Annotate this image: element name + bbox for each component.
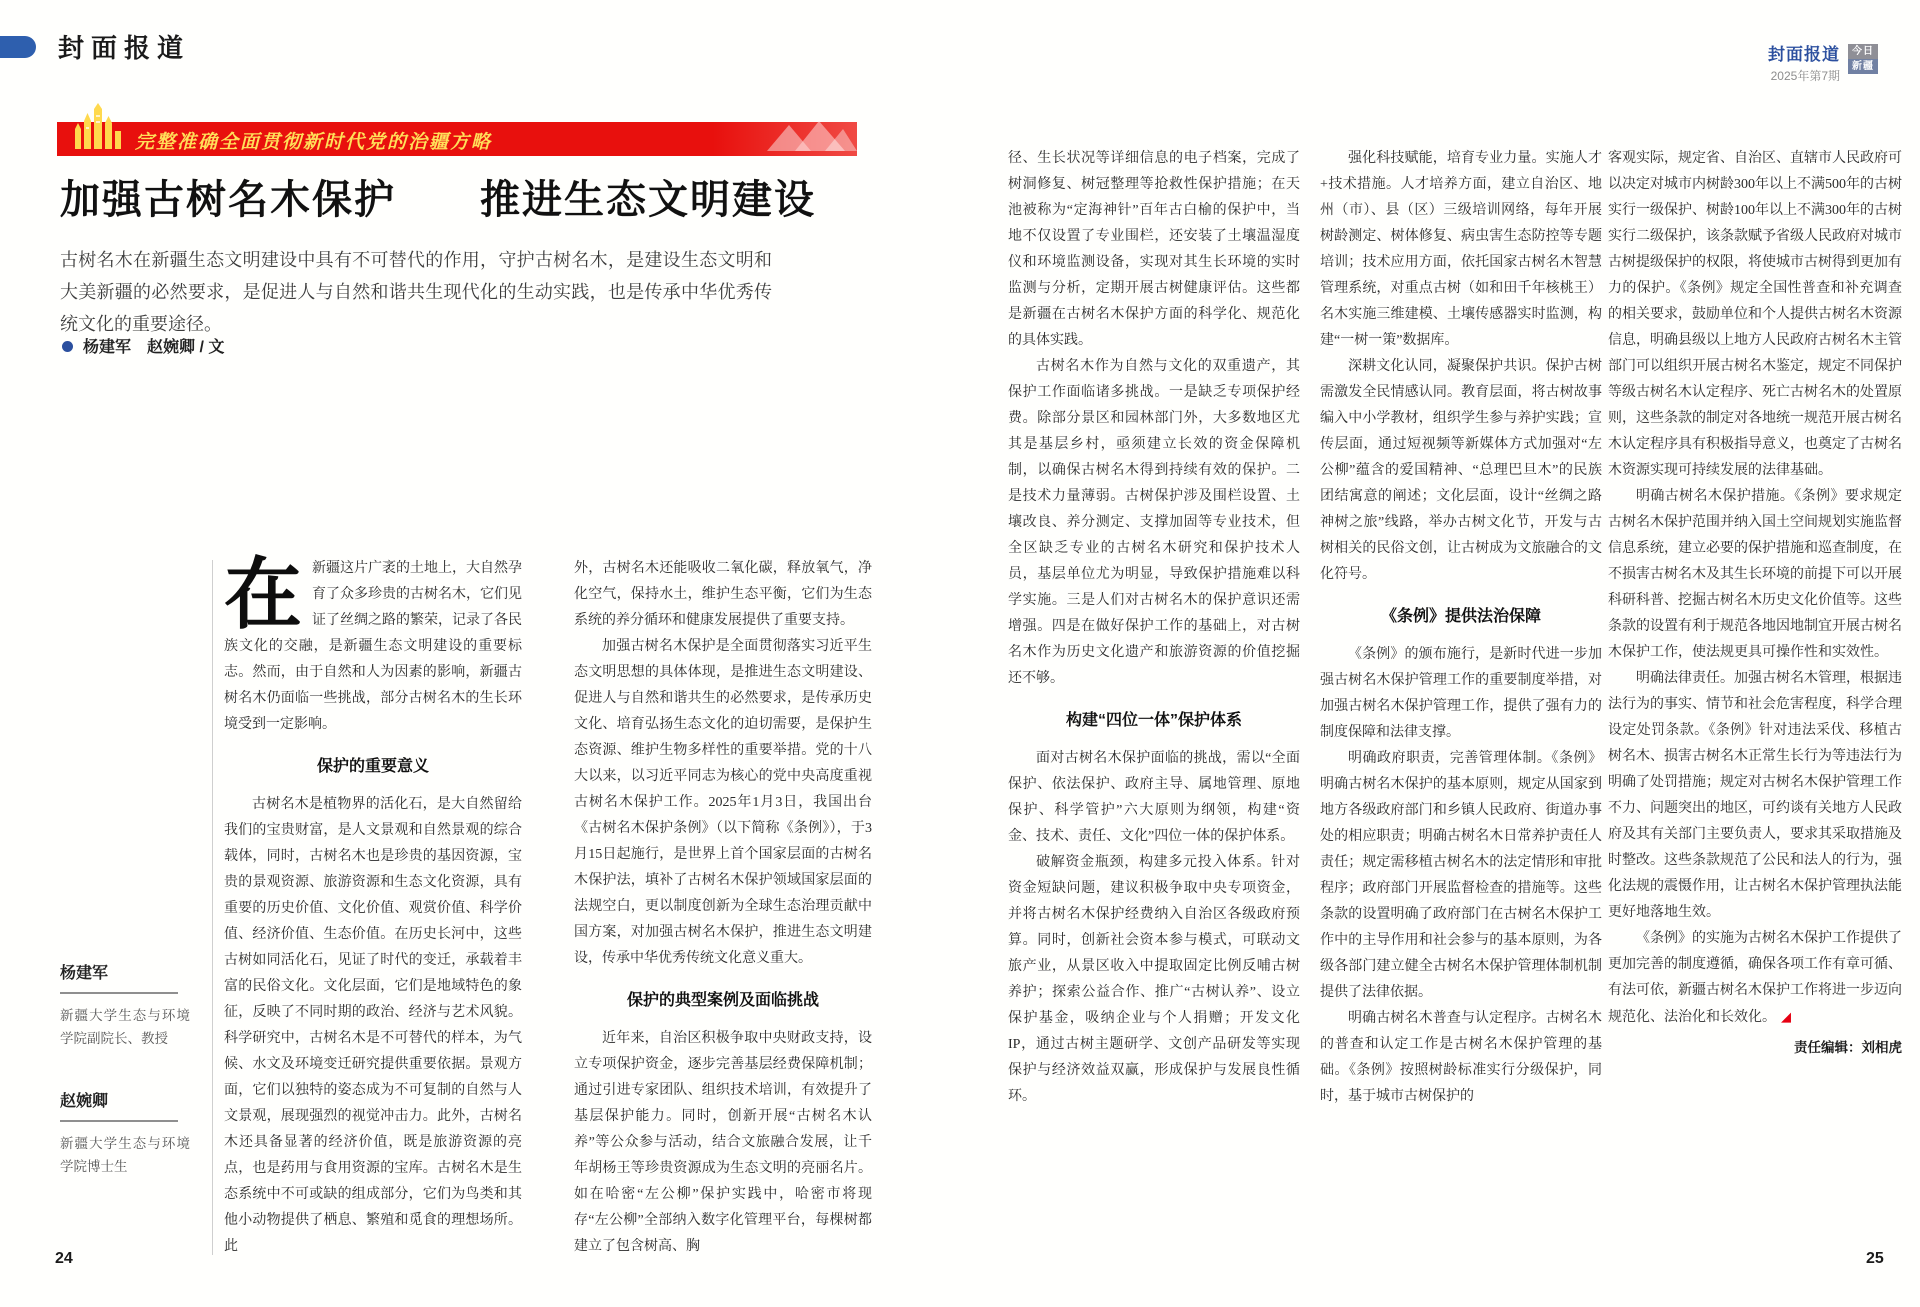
body-paragraph: 加强古树名木保护是全面贯彻落实习近平生态文明思想的具体体现，是推进生态文明建设、促进人与自然和谐共生的必然要求，是传承历史文化、培育弘扬生态文化的迫切需要，是保护生态资源、维护生物多样性的重要举措。党的十八大以来，以习近平同志为核心的党中央高度重视古树名木保护工作。2025年1月3日，我国出台《古树名木保护条例》（以下简称《条例》），于3月15日起施行，是世界上首个国家层面的古树名木保护法，填补了古树名木保护领域国家层面的法规空白，更以制度创新为全球生态治理贡献中国方案，对加强古树名木保护，推进生态文明建设，传承中华优秀传统文化意义重大。 [574, 639, 872, 966]
body-paragraph: 径、生长状况等详细信息的电子档案，完成了树洞修复、树冠整理等抢救性保护措施；在天池被称为“定海神针”百年古白榆的保护中，当地不仅设置了专业围栏，还安装了土壤温湿度仪和环境监测设备，实现对其生长环境的实时监测与分析，定期开展古树健康评估。这些都是新疆在古树名木保护方面的科学化、规范化的具体实践。 [1008, 151, 1300, 348]
logo-line-2: 新疆 [1848, 59, 1878, 74]
author-name: 赵婉卿 [60, 1093, 109, 1110]
body-paragraph: 深耕文化认同，凝聚保护共识。保护古树需激发全民情感认同。教育层面，将古树故事编入中小学教材，组织学生参与养护实践；宣传层面，通过短视频等新媒体方式加强对“左公柳”蕴含的爱国精神、“总理巴旦木”的民族团结寓意的阐述；文化层面，设计“丝绸之路神树之旅”线路，举办古树文化节，开发与古树相关的民俗文创，让古树成为文旅融合的文化符号。 [1320, 359, 1602, 582]
left-section-label: 封面报道 [58, 34, 191, 63]
slogan-banner [57, 122, 857, 156]
body-column-3 [1008, 146, 1300, 1110]
section-heading: 《条例》提供法治保障 [1380, 608, 1541, 625]
article-title: 加强古树名木保护 推进生态文明建设 [60, 178, 816, 222]
logo-line-1: 今日 [1848, 44, 1878, 59]
article-lede: 古树名木在新疆生态文明建设中具有不可替代的作用，守护古树名木，是建设生态文明和大美新疆的必然要求，是促进人与自然和谐共生现代化的生动实践，也是传承中华优秀传统文化的重要途径。 [60, 250, 772, 334]
body-paragraph: 明确古树名木普查与认定程序。古树名木的普查和认定工作是古树名木保护管理的基础。《条例》按照树龄标准实行分级保护，同时，基于城市古树保护的 [1320, 1011, 1602, 1104]
author-description: 新疆大学生态与环境学院副院长、教授 [60, 1008, 190, 1046]
page-number-left: 24 [55, 1250, 73, 1267]
body-column-1 [224, 551, 523, 1260]
page-number-right: 25 [1866, 1250, 1884, 1267]
bio-divider [60, 1120, 178, 1122]
body-paragraph: 近年来，自治区积极争取中央财政支持，设立专项保护资金，逐步完善基层经费保障机制；通过引进专家团队、组织技术培训，有效提升了基层保护能力。同时，创新开展“古树名木认养”等公众参与活动，结合文旅融合发展，让千年胡杨王等珍贵资源成为生态文明的亮丽名片。如在哈密“左公柳”保护实践中，哈密市将现存“左公柳”全部纳入数字化管理平台，每棵树都建立了包含树高、胸 [574, 1031, 872, 1254]
drop-cap: 在 [224, 551, 303, 638]
body-paragraph: 强化科技赋能，培育专业力量。实施人才+技术措施。人才培养方面，建立自治区、地州（市）、县（区）三级培训网络，每年开展树龄测定、树体修复、病虫害生态防控等专题培训；技术应用方面，依托国家古树名木智慧管理系统，对重点古树（如和田千年核桃王）名木实施三维建模、土壤传感器实时监测，构建“一树一策”数据库。 [1320, 151, 1602, 348]
author-bio-1 [60, 960, 190, 1050]
body-paragraph: 古树名木是植物界的活化石，是大自然留给我们的宝贵财富，是人文景观和自然景观的综合载体，同时，古树名木也是珍贵的基因资源，宝贵的景观资源、旅游资源和生态文化资源，具有重要的历史价值、文化价值、观赏价值、科学价值、经济价值、生态价值。在历史长河中，这些古树如同活化石，见证了时代的变迁，承载着丰富的民俗文化。文化层面，它们是地域特色的象征，反映了不同时期的政治、经济与艺术风貌。科学研究中，古树名木是不可替代的样本，为气候、水文及环境变迁研究提供重要依据。景观方面，它们以独特的姿态成为不可复制的自然与人文景观，展现强烈的视觉冲击力。此外，古树名木还具备显著的经济价值，既是旅游资源的亮点，也是药用与食用资源的宝库。古树名木是生态系统中不可或缺的组成部分，它们为鸟类和其他小动物提供了栖息、繁殖和觅食的理想场所。此 [224, 797, 522, 1254]
author-bio-2 [60, 1088, 190, 1178]
right-page-header [1640, 40, 1840, 84]
body-paragraph: 外，古树名木还能吸收二氧化碳，释放氧气，净化空气，保持水土，维护生态平衡，它们为生态系统的养分循环和健康发展提供了重要支持。 [574, 561, 872, 628]
author-name: 杨建军 [60, 965, 109, 982]
body-paragraph: 面对古树名木保护面临的挑战，需以“全面保护、依法保护、政府主导、属地管理、原地保护、科学管护”六大原则为纲领，构建“资金、技术、责任、文化”四位一体的保护体系。 [1008, 751, 1300, 844]
body-paragraph: 《条例》的实施为古树名木保护工作提供了更加完善的制度遵循，确保各项工作有章可循、有法可依，新疆古树名木保护工作将进一步迈向规范化、法治化和长效化。 ◢ [1608, 931, 1902, 1025]
section-heading: 构建“四位一体”保护体系 [1065, 712, 1242, 729]
author-description: 新疆大学生态与环境学院博士生 [60, 1136, 190, 1174]
body-paragraph: 破解资金瓶颈，构建多元投入体系。针对资金短缺问题，建议积极争取中央专项资金，并将古树名木保护经费纳入自治区各级政府预算。同时，创新社会资本参与模式，可联动文旅产业，从景区收入中提取固定比例反哺古树养护；探索公益合作、推广“古树认养”、设立保护基金，吸纳企业与个人捐赠；开发文化IP，通过古树主题研学、文创产品研发等实现保护与经济效益双赢，形成保护与发展良性循环。 [1008, 855, 1300, 1104]
mountain-icon [767, 117, 857, 156]
bio-divider [60, 992, 178, 994]
section-heading: 保护的重要意义 [316, 758, 429, 775]
column-divider-rule [212, 560, 213, 1255]
section-heading: 保护的典型案例及面临挑战 [626, 992, 819, 1009]
body-paragraph: 明确法律责任。加强古树名木管理，根据违法行为的事实、情节和社会危害程度，科学合理设定处罚条款。《条例》针对违法采伐、移植古树名木、损害古树名木正常生长行为等违法行为明确了处罚措施；规定对古树名木保护管理工作不力、问题突出的地区，可约谈有关地方人民政府及其有关部门主要负责人，要求其采取措施及时整改。这些条款规范了公民和法人的行为，强化法规的震慑作用，让古树名木保护管理执法能更好地落地生效。 [1608, 671, 1902, 920]
banner-slogan-text: 完整准确全面贯彻新时代党的治疆方略 [135, 132, 493, 153]
body-column-5 [1608, 146, 1902, 1061]
body-paragraph: 《条例》的颁布施行，是新时代进一步加强古树名木保护管理工作的重要制度举措，对加强古树名木保护管理工作，提供了强有力的制度保障和法律支撑。 [1320, 647, 1602, 740]
body-paragraph: 明确古树名木保护措施。《条例》要求规定古树名木保护范围并纳入国土空间规划实施监督信息系统，建立必要的保护措施和巡查制度，在不损害古树名木及其生长环境的前提下可以开展科研科普、挖掘古树名木历史文化价值等。这些条款的设置有利于规范各地因地制宜开展古树名木保护工作，使法规更具可操作性和实效性。 [1608, 489, 1902, 660]
editor-credit: 责任编辑：刘相虎 [1794, 1040, 1902, 1055]
body-paragraph: 古树名木作为自然与文化的双重遗产，其保护工作面临诸多挑战。一是缺乏专项保护经费。除部分景区和园林部门外，大多数地区尤其是基层乡村，亟须建立长效的资金保障机制，以确保古树名木得到持续有效的保护。二是技术力量薄弱。古树保护涉及围栏设置、土壤改良、养分测定、支撑加固等专业技术，但全区缺乏专业的古树名木研究和保护技术人员，基层单位尤为明显，导致保护措施难以科学实施。三是人们对古树名木的保护意识还需增强。四是在做好保护工作的基础上，对古树名木作为历史文化遗产和旅游资源的价值挖掘还不够。 [1008, 359, 1300, 686]
byline-text: 杨建军 赵婉卿 / 文 [83, 339, 225, 356]
section-tab-marker [0, 36, 36, 58]
body-column-4 [1320, 146, 1602, 1110]
city-skyline-icon [73, 103, 125, 154]
body-column-2 [574, 556, 872, 1260]
body-paragraph: 客观实际，规定省、自治区、直辖市人民政府可以决定对城市内树龄300年以上不满500年的古树实行一级保护、树龄100年以上不满300年的古树实行二级保护，该条款赋予省级人民政府对城市古树提级保护的权限，将使城市古树得到更加有力的保护。《条例》规定全国性普查和补充调查的相关要求，鼓励单位和个人提供古树名木资源信息，明确县级以上地方人民政府古树名木主管部门可以组织开展古树名木鉴定，规定不同保护等级古树名木认定程序、死亡古树名木的处置原则，这些条款的制定对各地统一规范开展古树名木认定程序具有积极指导意义，也奠定了古树名木资源实现可持续发展的法律基础。 [1608, 151, 1902, 478]
issue-label: 2025年第7期 [1770, 69, 1840, 83]
magazine-logo [1848, 44, 1878, 74]
byline [62, 334, 224, 357]
body-paragraph: 在新疆这片广袤的土地上，大自然孕育了众多珍贵的古树名木，它们见证了丝绸之路的繁荣，记录了各民族文化的交融，是新疆生态文明建设的重要标志。然而，由于自然和人为因素的影响，新疆古树名木仍面临一些挑战，部分古树名木的生长环境受到一定影响。 [224, 551, 523, 732]
article-end-mark-icon: ◢ [1781, 1009, 1791, 1024]
byline-bullet-icon [62, 341, 73, 352]
body-paragraph: 明确政府职责，完善管理体制。《条例》明确古树名木保护的基本原则，规定从国家到地方各级政府部门和乡镇人民政府、街道办事处的相应职责；明确古树名木日常养护责任人责任；规定需移植古树名木的法定情形和审批程序；政府部门开展监督检查的措施等。这些条款的设置明确了政府部门在古树名木保护工作中的主导作用和社会参与的基本原则，为各级各部门建立健全古树名木保护管理体制机制提供了法律依据。 [1320, 751, 1602, 1000]
right-section-label: 封面报道 [1768, 45, 1840, 64]
